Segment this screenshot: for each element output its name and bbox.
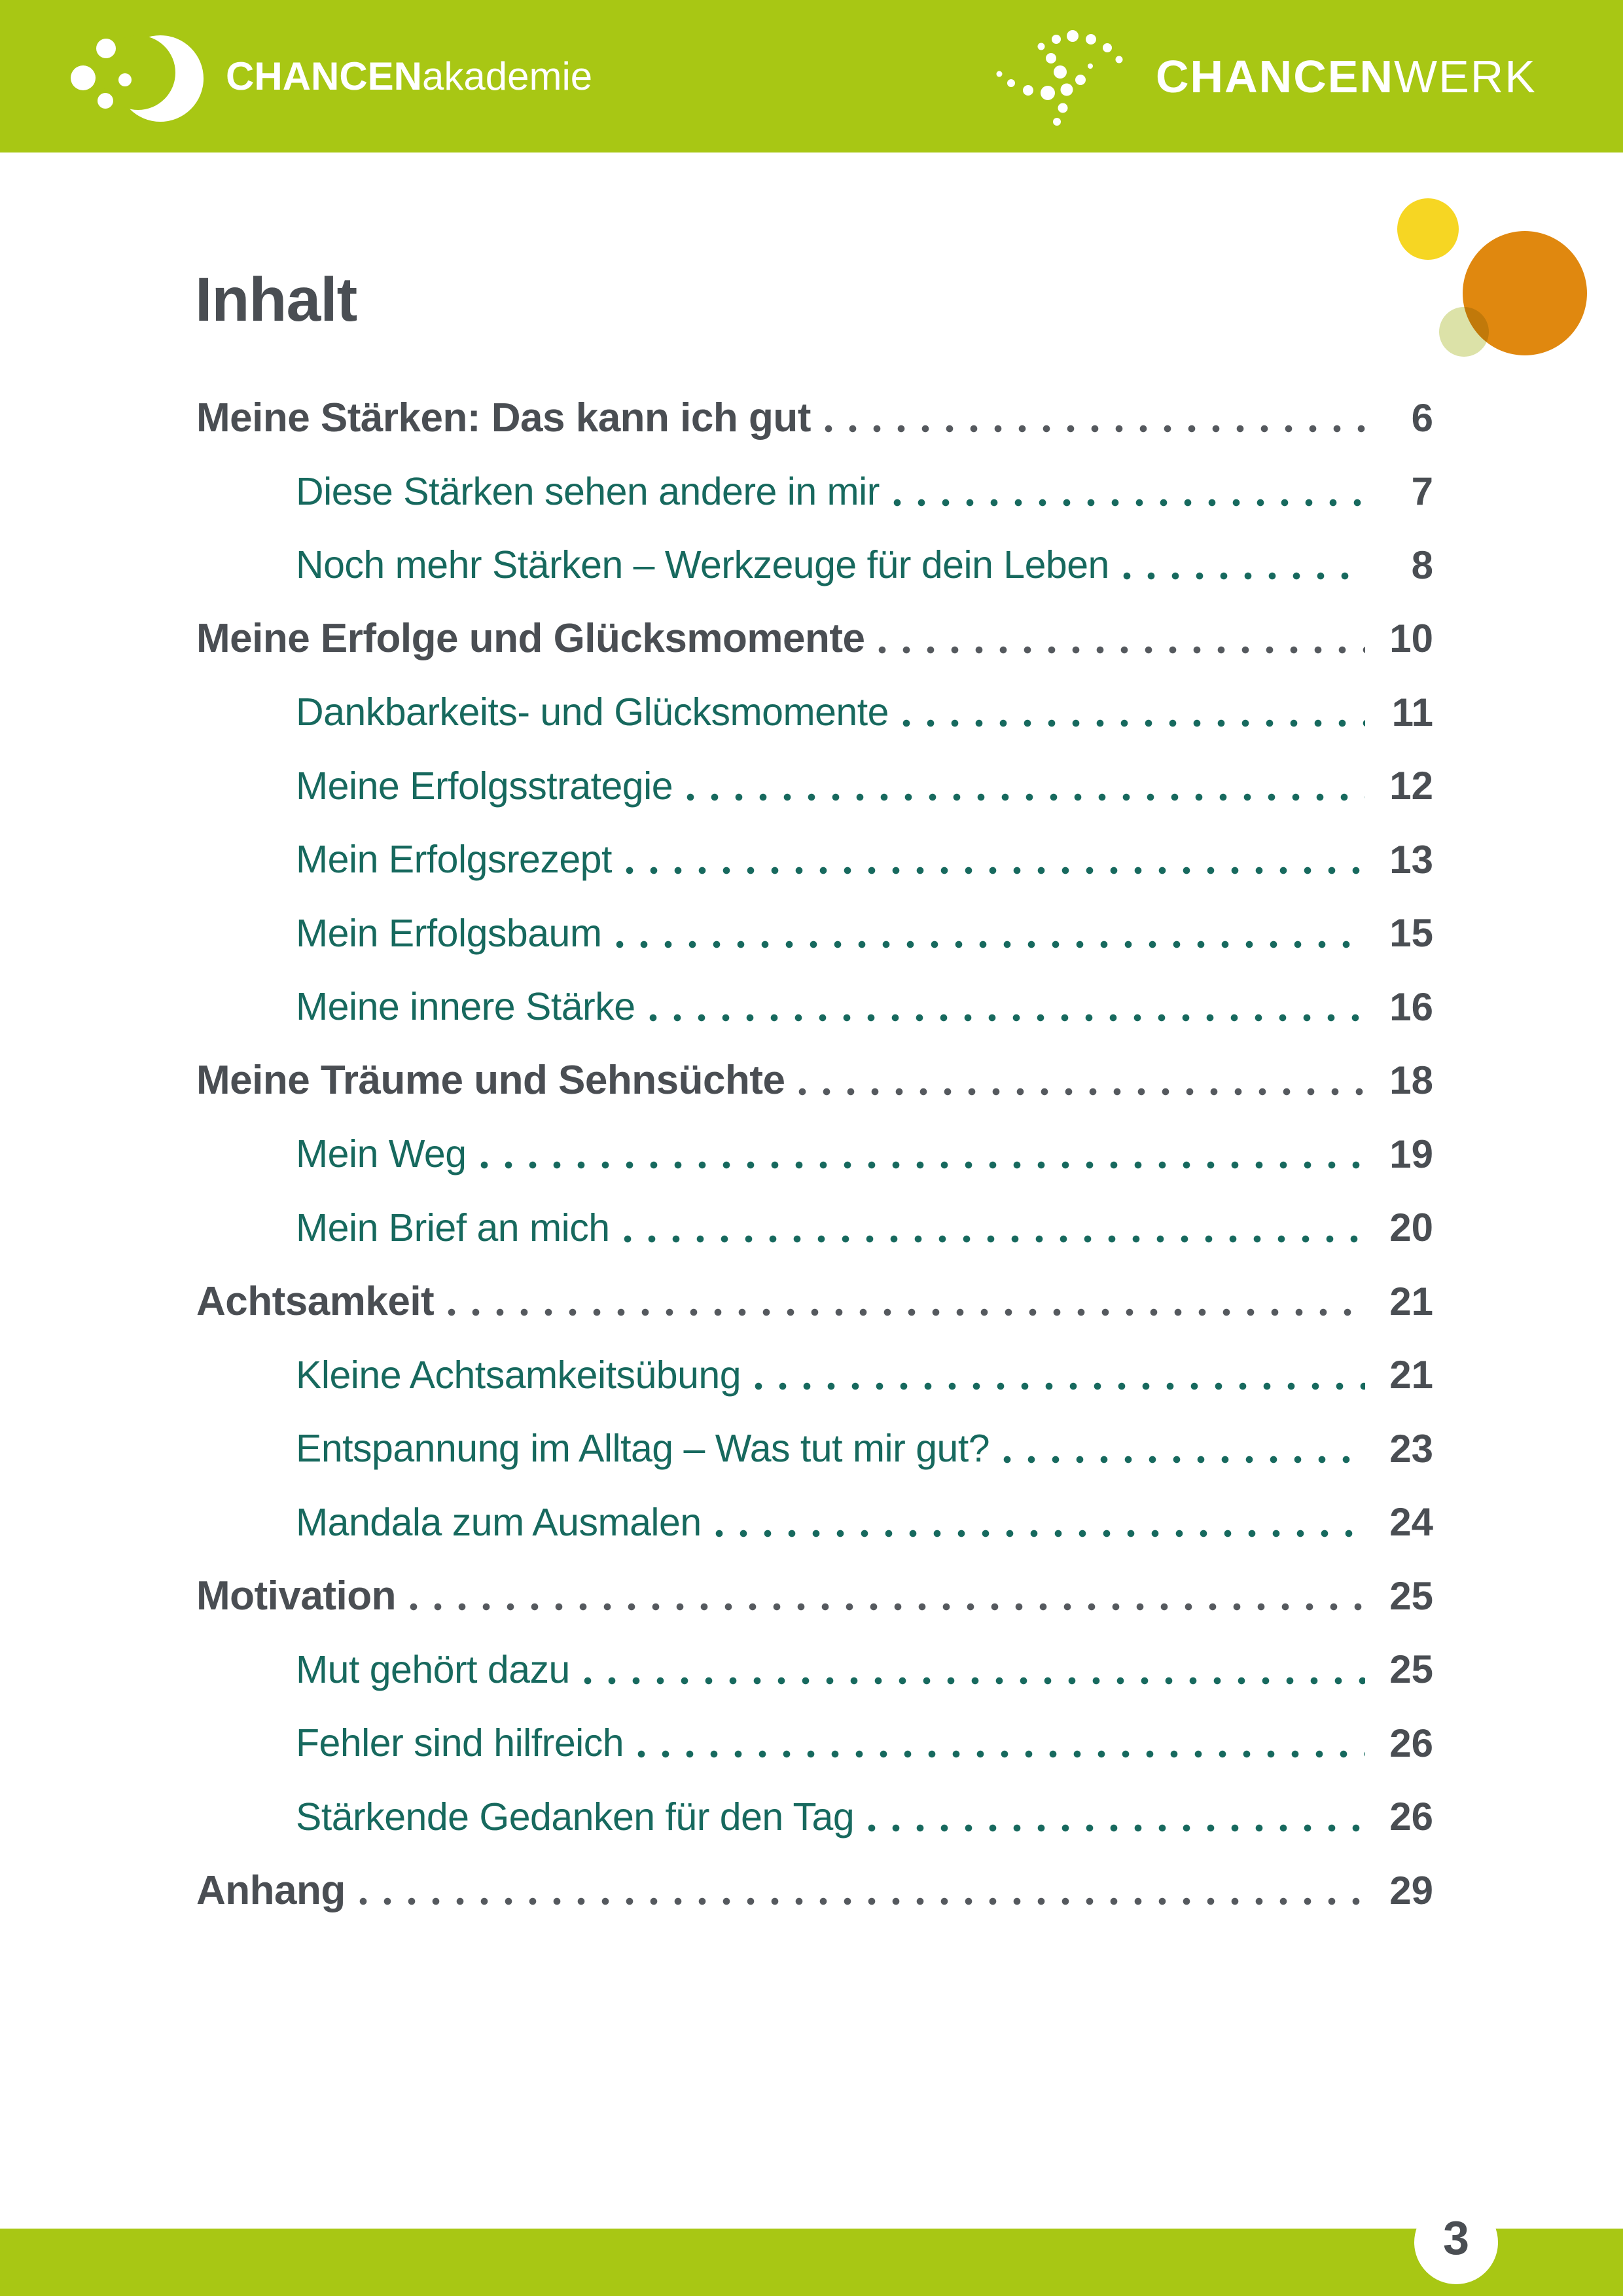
toc-entry-label: Meine innere Stärke	[296, 985, 635, 1029]
toc-entry[interactable]	[196, 1780, 1433, 1854]
toc-entry-label: Mut gehört dazu	[296, 1647, 570, 1691]
toc-dot-leader	[893, 498, 1365, 507]
toc-entry-label: Meine Stärken: Das kann ich gut	[196, 395, 811, 440]
toc-dot-leader	[878, 645, 1365, 655]
toc-dot-leader	[625, 866, 1365, 875]
toc-dot-leader	[754, 1382, 1365, 1391]
toc-entry-label: Mein Erfolgsbaum	[296, 911, 602, 955]
toc-entry[interactable]	[196, 1706, 1433, 1780]
toc-dot-leader	[359, 1897, 1365, 1906]
decorative-lightgreen-circle	[1439, 307, 1489, 357]
toc-entry[interactable]	[196, 602, 1433, 676]
toc-entry[interactable]	[196, 1117, 1433, 1191]
toc-entry-label: Fehler sind hilfreich	[296, 1721, 624, 1765]
toc-dot-leader	[1003, 1455, 1365, 1464]
header-bar	[0, 0, 1623, 152]
toc-entry[interactable]	[196, 1412, 1433, 1486]
toc-dot-leader	[583, 1676, 1365, 1685]
toc-dot-leader	[715, 1529, 1365, 1538]
toc-entry[interactable]	[196, 823, 1433, 897]
toc-page-number: 23	[1389, 1426, 1433, 1471]
toc-dot-leader	[637, 1749, 1365, 1759]
toc-entry-label: Stärkende Gedanken für den Tag	[296, 1795, 855, 1839]
toc-page-number: 24	[1389, 1500, 1433, 1545]
toc-entry[interactable]	[196, 970, 1433, 1044]
toc-entry-label: Mein Erfolgsrezept	[296, 838, 612, 882]
toc-entry-label: Diese Stärken sehen andere in mir	[296, 469, 880, 513]
toc-dot-leader	[615, 940, 1366, 949]
toc-dot-leader	[480, 1160, 1365, 1170]
toc-dot-leader	[798, 1087, 1365, 1096]
toc-entry[interactable]	[196, 897, 1433, 971]
toc-entry-label: Anhang	[196, 1867, 346, 1913]
toc-dot-leader	[824, 424, 1365, 433]
decorative-yellow-circle	[1397, 198, 1459, 260]
chancenwerk-wordmark: CHANCENWERK	[1156, 50, 1537, 102]
toc-entry[interactable]	[196, 1559, 1433, 1633]
toc-dot-leader	[409, 1602, 1365, 1611]
footer-page-number: 3	[1442, 2212, 1470, 2265]
toc-dot-leader	[902, 719, 1365, 728]
toc-page-number: 11	[1391, 690, 1433, 734]
toc-page-number: 20	[1389, 1206, 1433, 1250]
toc-entry-label: Achtsamkeit	[196, 1278, 435, 1324]
toc-entry-label: Dankbarkeits- und Glücksmomente	[296, 691, 889, 734]
toc-list	[196, 381, 1433, 1928]
toc-entry[interactable]	[196, 528, 1433, 602]
toc-entry[interactable]	[196, 1044, 1433, 1118]
toc-entry-label: Entspannung im Alltag – Was tut mir gut?	[296, 1427, 990, 1471]
toc-page-number: 21	[1389, 1279, 1433, 1323]
toc-page-number: 10	[1389, 617, 1433, 661]
toc-dot-leader	[686, 793, 1365, 802]
toc-dot-leader	[1122, 571, 1365, 581]
toc-entry-label: Mein Weg	[296, 1132, 467, 1176]
toc-entry-label: Mein Brief an mich	[296, 1206, 610, 1249]
toc-entry[interactable]	[196, 1265, 1433, 1338]
toc-entry[interactable]	[196, 675, 1433, 749]
toc-page-number: 6	[1411, 395, 1433, 440]
toc-entry[interactable]	[196, 1191, 1433, 1265]
page-title: Inhalt	[195, 265, 357, 334]
chancenakademie-wordmark: CHANCENakademie	[226, 54, 593, 98]
toc-page-number: 8	[1411, 543, 1433, 587]
toc-dot-leader	[649, 1013, 1365, 1022]
toc-entry[interactable]	[196, 455, 1433, 529]
toc-entry-label: Mandala zum Ausmalen	[296, 1500, 702, 1544]
toc-page-number: 18	[1389, 1058, 1433, 1103]
toc-dot-leader	[447, 1308, 1365, 1317]
chancenakademie-logo	[62, 0, 592, 152]
toc-page-number: 25	[1389, 1647, 1433, 1692]
toc-entry-label: Meine Erfolge und Glücksmomente	[196, 616, 865, 662]
toc-page-number: 26	[1389, 1721, 1433, 1765]
toc-entry-label: Noch mehr Stärken – Werkzeuge für dein Leben	[296, 543, 1109, 587]
toc-entry[interactable]	[196, 1486, 1433, 1560]
toc-page-number: 21	[1389, 1353, 1433, 1397]
chancenwerk-logo	[990, 0, 1537, 152]
face-crescent-dots-icon	[62, 29, 219, 124]
toc-entry[interactable]	[196, 1854, 1433, 1928]
toc-entry[interactable]	[196, 381, 1433, 455]
toc-page-number: 13	[1389, 837, 1433, 882]
toc-entry[interactable]	[196, 1633, 1433, 1707]
toc-page-number: 26	[1389, 1795, 1433, 1839]
toc-entry-label: Motivation	[196, 1573, 396, 1619]
dot-spiral-icon	[990, 27, 1124, 126]
toc-entry-label: Meine Erfolgsstrategie	[296, 764, 673, 808]
toc-entry[interactable]	[196, 1338, 1433, 1412]
toc-page-number: 7	[1411, 469, 1433, 514]
footer-page-notch	[1414, 2200, 1498, 2284]
toc-page-number: 29	[1389, 1868, 1433, 1912]
toc-dot-leader	[867, 1823, 1365, 1833]
toc-page-number: 16	[1389, 984, 1433, 1029]
toc-entry[interactable]	[196, 749, 1433, 823]
toc-page-number: 15	[1389, 911, 1433, 956]
toc-page-number: 12	[1389, 764, 1433, 808]
footer-bar	[0, 2229, 1623, 2296]
toc-dot-leader	[623, 1234, 1365, 1244]
toc-page-number: 25	[1389, 1573, 1433, 1618]
toc-entry-label: Meine Träume und Sehnsüchte	[196, 1058, 785, 1103]
toc-page-number: 19	[1389, 1132, 1433, 1176]
toc-entry-label: Kleine Achtsamkeitsübung	[296, 1353, 741, 1397]
